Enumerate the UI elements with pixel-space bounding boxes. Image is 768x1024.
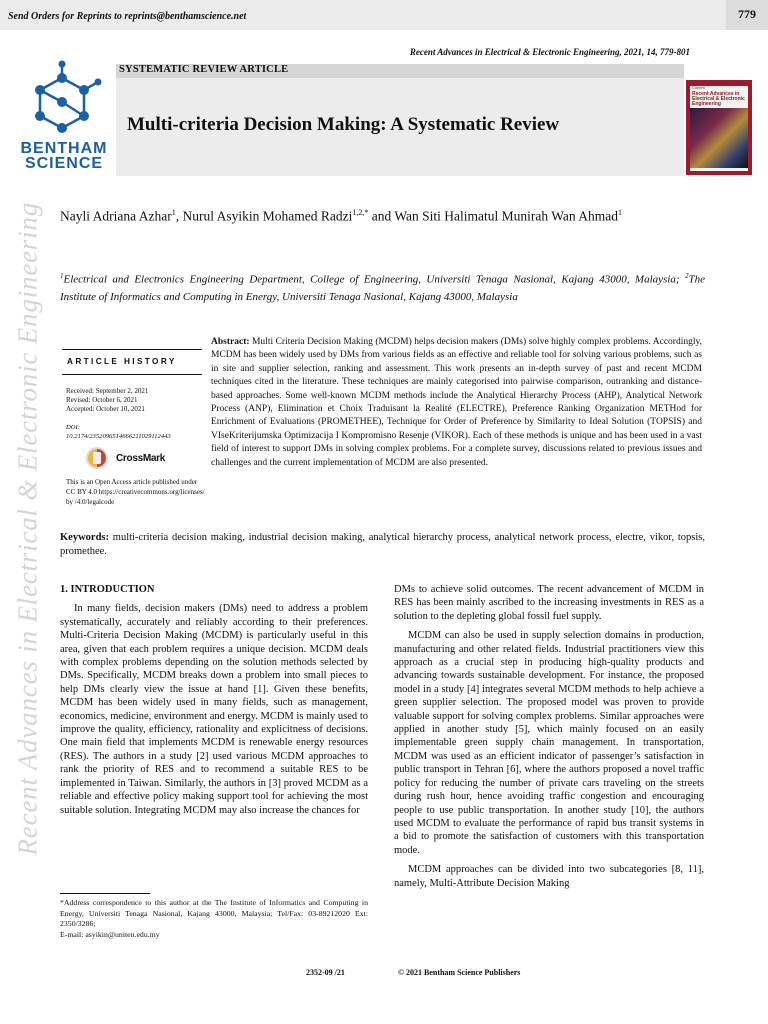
author-3: and Wan Siti Halimatul Munirah Wan Ahmad [368,208,618,224]
affil-2: The Institute of Informatics and Computing in Energy, Universiti Tenaga Nasional, Kajang 43000, Malaysia [60,273,705,303]
correspondence-address: *Address correspondence to this author at the The Institute of Informatics and Computing in Energy, Universiti Tenaga Nasional, Kajang 43000, Malaysia; Tel/Fax: 03-89212020 Ext: 2350/3286; [60,898,368,929]
intro-paragraph-1: In many fields, decision makers (DMs) need to address a problem systematically, accurately and reliably according to their preferences. Multi-Criteria Decision Making (MCDM) is particularly useful in this area, given that each problem requires a unique decision. MCDM deals with complex problems depending on the solution methods selected by DMs. Specifically, MCDM breaks down a problem into small pieces to help DMs clearly view the issue at hand [1]. Given these benefits, MCDM has been widely used in many fields, such as management, economics, medicine, environment and energy. MCDM is mainly used to improve the quality, efficiency, rationality and explicitness of decisions. One main field that implements MCDM is renewable energy resources (RES). The authors in a study [2] used various MCDM approaches to rank the priority of RES and to recommend a suitable RES to be implemented in Taiwan. Similarly, the authors in [3] proved MCDM as a reliable and effective policy making support tool for achieving the most suitable solution. Integrating MCDM may also increase the chances for [60,603,368,816]
affil-2-sup: 2 [685,272,689,280]
body-column-left [60,583,368,823]
history-rule-bottom [62,374,202,375]
author-2: , Nurul Asyikin Mohamed Radzi [175,208,353,224]
journal-cover-title: Recent Advances in Electrical & Electronic Engineering [692,91,745,107]
article-title: Multi-criteria Decision Making: A Systematic Review [127,114,560,135]
abstract-text: Multi Criteria Decision Making (MCDM) helps decision makers (DMs) solve highly complex problems. Accordingly, MCDM has been widely used by DMs from various fields as an effective and reliable tool for solving various problems, such as in site and supplier selection, ranking and assessment. This work presents an in-depth survey of past and recent MCDM techniques cited in the literature. These techniques are mainly categorised into pairwise comparison, outranking and distance-based approaches. Some well-known MCDM methods include the Analytical Hierarchy Process (AHP), Analytical Network Process (ANP), Elimination et Choix Traduisant la Realité (ELECTRE), Preference Ranking Organization METHod for Enrichment of Evaluations (PROMETHEE), Technique for Order of Preference by Similarity to Ideal Solution (TOPSIS) and VIseKriterijumska Optimizacija I Kompromisno Resenje (VIKOR). Each of these methods is unique and has been used in a vast field of interest to support DMs in solving complex problems. For a complete survey, discussions related to previous issues and challenges and the current implementation of MCDM are also presented. [211,337,702,468]
sidebar-journal-name: Recent Advances in Electrical & Electronic Engineering [12,202,43,856]
body-column-right [394,583,704,896]
received-date: Received: September 2, 2021 [66,387,149,395]
page-number: 779 [738,7,756,21]
author-1: Nayli Adriana Azhar [60,208,172,224]
intro-paragraph-2: MCDM can also be used in supply selection domains in production, manufacturing and other related fields. Industrial practitioners view this approach as a crucial step in producing high-quality products and advancing towards sustainable development. For instance, the proposed model in a study [4] integrates several MCDM methods to help achieve a green supplier selection. The proposed model was proven to provide valuable support for solving complex problems. Similar approaches were applied in another study [5], which mainly focused on an easily implementable green supply chain management. In transportation, MCDM was used as an efficient indicator of passenger’s satisfaction in public transport in Tehran [6], where the authors proposed a novel traffic policy for reducing the number of private cars traveling on the streets during rush hour, hence avoiding traffic congestion and encouraging people to use public transportation. In another study [10], the authors used MCDM to evaluate the performance of rapid bus transit systems in a bid to promote the satisfaction of customers with this transportation mode. [394,630,704,856]
correspondence-footnote [60,898,368,940]
bentham-science-logo [8,141,120,171]
journal-cover-small: Current [692,86,705,90]
accepted-date: Accepted: October 10, 2021 [66,405,145,413]
open-access-notice: This is an Open Access article published under CC BY 4.0 https://creativecommons.org/licenses/ by /4.0/legalcode [66,478,205,506]
article-type: SYSTEMATIC REVIEW ARTICLE [119,64,289,75]
affil-1-sup: 1 [60,272,64,280]
logo-line-1: BENTHAM [20,140,108,157]
abstract [211,336,702,470]
article-history-title: ARTICLE HISTORY [67,357,177,366]
correspondence-email: E-mail: asyikin@uniten.edu.my [60,929,160,939]
keywords [60,531,705,559]
author-1-sup: 1 [171,208,176,217]
affiliations [60,268,705,306]
intro-paragraph-1-cont: DMs to achieve solid outcomes. The recent advancement of MCDM in RES has been mainly ascribed to the increasing investments in RES as a solution to the depleting global fossil fuel supply. [394,584,704,622]
copyright: © 2021 Bentham Science Publishers [398,968,521,977]
keywords-label: Keywords: [60,532,109,543]
revised-date: Revised: October 6, 2021 [66,396,138,404]
bentham-molecule-logo-icon [20,60,104,140]
crossmark-icon[interactable] [85,446,109,470]
history-rule-top [62,349,202,350]
doi-link[interactable]: 10.2174/2352096514666211029112443 [66,433,171,440]
keywords-text: multi-criteria decision making, industrial decision making, analytical hierarchy process, analytical network process, electre, vikor, topsis, promethee. [60,532,705,557]
section-title-introduction: 1. INTRODUCTION [60,584,155,595]
abstract-label: Abstract: [211,337,250,347]
reprints-notice: Send Orders for Reprints to reprints@benthamscience.net [8,11,247,22]
journal-citation: Recent Advances in Electrical & Electronic Engineering, 2021, 14, 779-801 [409,47,690,57]
intro-paragraph-3: MCDM approaches can be divided into two subcategories [8, 11], namely, Multi-Attribute Decision Making [394,864,704,889]
author-list [60,203,680,226]
doi-label: DOI: [66,424,80,431]
issn: 2352-09 /21 [306,968,345,977]
author-3-sup: 1 [618,208,622,217]
logo-line-2: SCIENCE [24,155,104,172]
affil-1: Electrical and Electronics Engineering Department, College of Engineering, Universiti Tenaga Nasional, Kajang 43000, Malaysia; [63,273,685,286]
footnote-rule [60,893,150,894]
author-2-sup: 1,2,* [352,208,369,217]
crossmark-label[interactable]: CrossMark [116,453,165,464]
journal-cover-image [690,108,748,168]
